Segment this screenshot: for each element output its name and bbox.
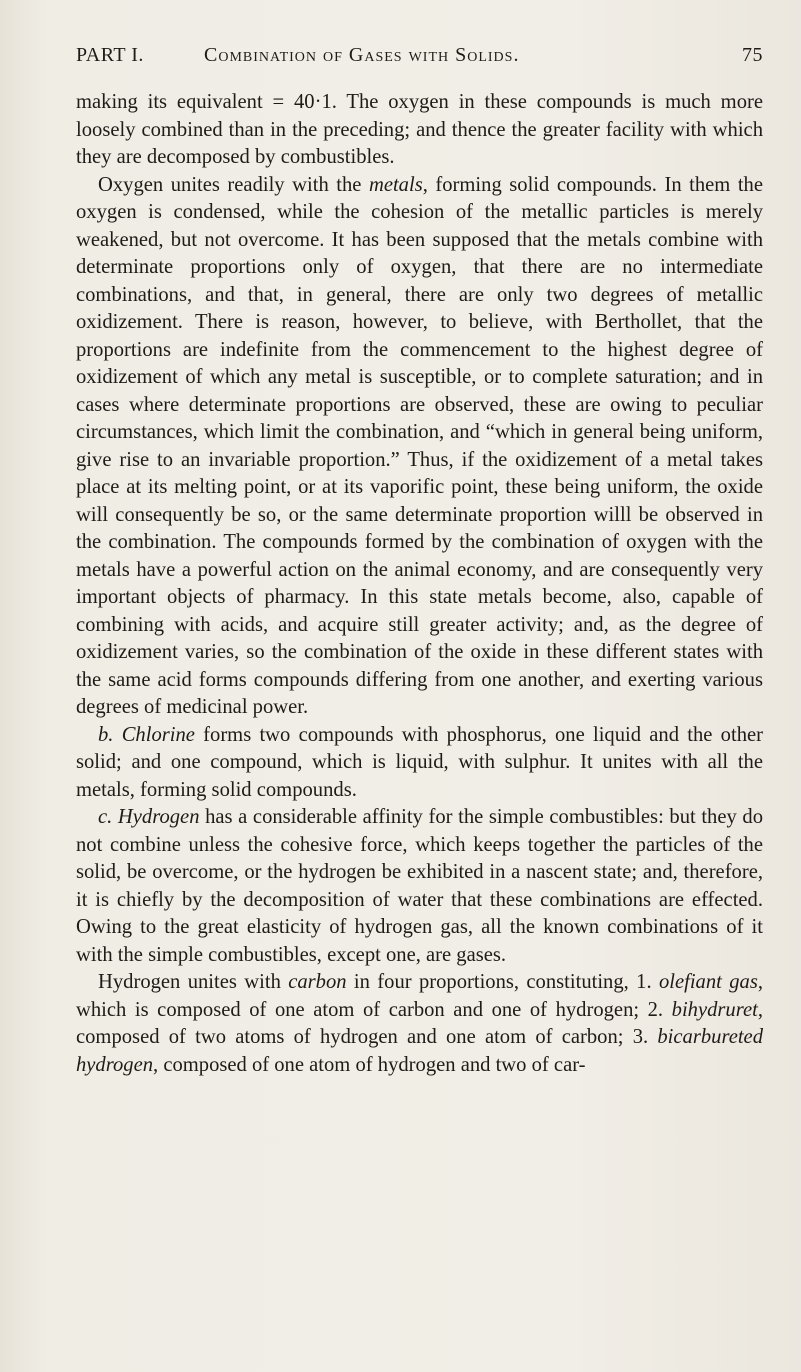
chapter-title: Combination of Gases with Solids. [204, 44, 520, 66]
text-span: Hydrogen unites with [98, 971, 289, 993]
text-span: Oxygen unites readily with the [98, 173, 369, 196]
paragraph-hydrogen-carbon [76, 969, 763, 1079]
paragraph-metals [76, 172, 763, 722]
text-span: making its equivalent = 40·1. The oxygen in these compounds is much more loosely combined than in the preceding; and thence the greater facility with which they are decomposed by combustibles. [76, 91, 763, 168]
paragraph-hydrogen [76, 804, 763, 969]
text-span: , forming solid compounds. In them the oxygen is condensed, while the cohesion of the metallic particles is merely weakened, but not overcome. It has been supposed that the metals combine with determinate proportions only of oxygen, that there are no intermediate combinations, and that, in general, there are only two degrees of metallic oxidizement. There is reason, however, to believe, with Berthollet, that the proportions are indefinite from the commencement to the highest degree of oxidizement of which any metal is susceptible, or to complete saturation; and in cases where determinate proportions are observed, these are owing to peculiar circumstances, which limit the combination, and “which in general being uniform, give rise to an invariable proportion.” Thus, if the oxidizement of a metal takes place at its melting point, or at its vaporific point, these being uniform, the oxide will consequently be so, or the same determinate proportion willl be observed in the combination. The compounds formed by the combination of oxygen with the metals have a powerful action on the animal economy, and are consequently very important objects of pharmacy. In this state metals become, also, capable of combining with acids, and acquire still greater activity; and, as the degree of oxidizement varies, so the combination of the oxide in these different states with the same acid forms compounds differing from one another, and exerting various degrees of medicinal power. [76, 173, 763, 718]
text-span: , which is composed of one atom of carbon and one of hydrogen; 2. [76, 971, 763, 1021]
text-span: forms two compounds with phosphorus, one liquid and the other solid; and one compound, which is liquid, with sulphur. It unites with all the metals, forming solid compounds. [76, 723, 763, 801]
text-span: has a considerable affinity for the simple combustibles: but they do not combine unless the cohesive force, which keeps together the particles of the solid, be overcome, or the hydrogen be exhibited in a nascent state; and, therefore, it is chiefly by the decomposition of water that these combinations are effected. Owing to the great elasticity of hydrogen gas, all the known combinations of it with the simple combustibles, except one, are gases. [76, 806, 763, 966]
part-label: PART I. [76, 44, 144, 66]
italic-term: c. Hydrogen [98, 806, 200, 828]
text-span: , composed of one atom of hydrogen and two of car- [153, 1053, 586, 1076]
paragraph-1 [76, 89, 763, 172]
text-span: in four proportions, constituting, 1. [346, 971, 659, 993]
paragraph-chlorine [76, 722, 763, 805]
italic-term: olefiant gas [658, 971, 758, 993]
running-head [76, 44, 763, 67]
page-number: 75 [742, 44, 763, 66]
italic-term: bicarbureted hydrogen [76, 1026, 763, 1076]
italic-term: bihydruret [671, 998, 758, 1021]
italic-term: metals [368, 173, 423, 196]
text-span: , composed of two atoms of hydrogen and one atom of carbon; 3. [76, 998, 763, 1048]
body-text [76, 89, 763, 1079]
italic-term: carbon [288, 971, 347, 993]
italic-term: b. Chlorine [98, 723, 195, 746]
